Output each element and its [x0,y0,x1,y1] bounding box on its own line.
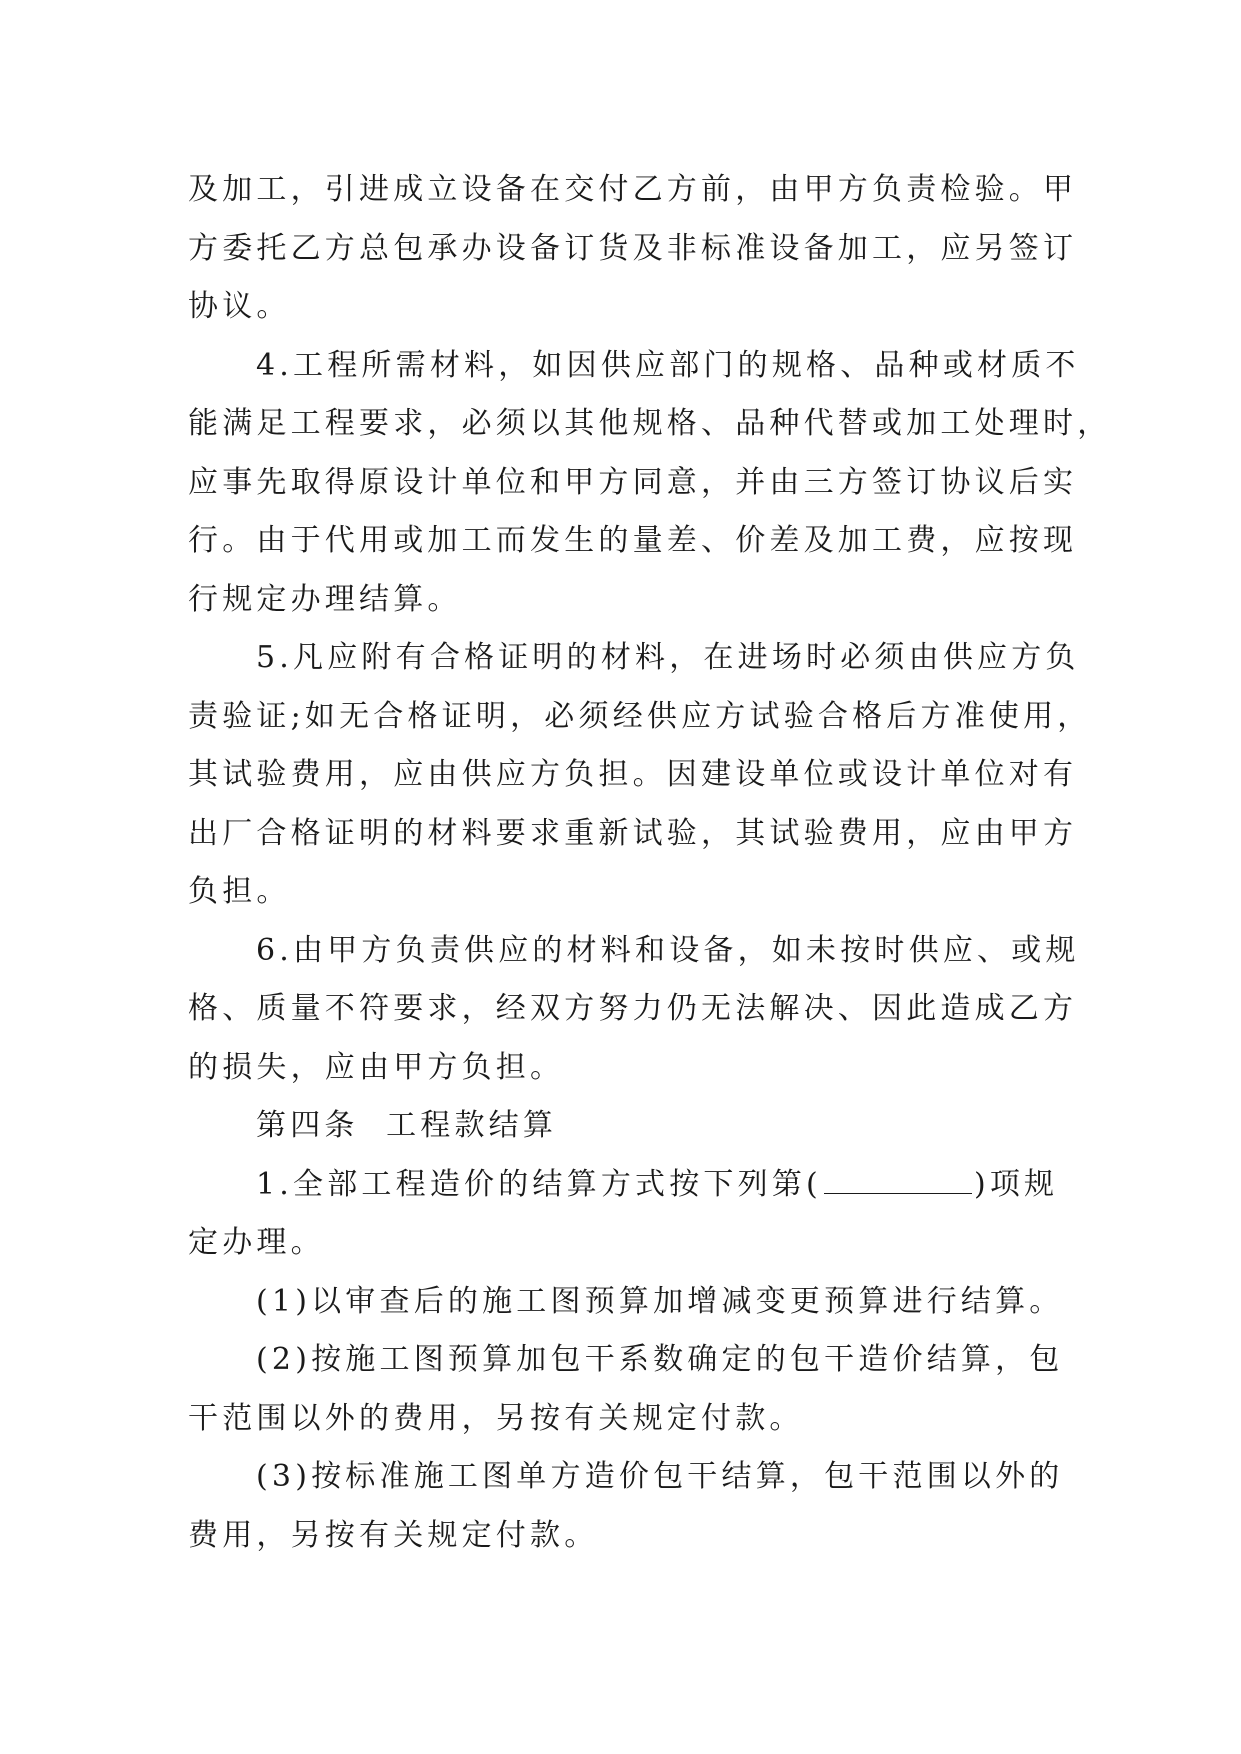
text-line: 协议。 [188,289,291,324]
text-line: (3)按标准施工图单方造价包干结算，包干范围以外的 [256,1459,1064,1494]
text-line: 格、质量不符要求，经双方努力仍无法解决、因此造成乙方 [188,991,1078,1026]
text-line: 应事先取得原设计单位和甲方同意，并由三方签订协议后实 [188,464,1078,500]
text-line: 的损失，应由甲方负担。 [188,1049,565,1085]
text-line: 负担。 [188,874,291,909]
text-line: 方委托乙方总包承办设备订货及非标准设备加工，应另签订 [188,230,1078,266]
text-line [188,1156,1070,1215]
text-line: 出厂合格证明的材料要求重新试验，其试验费用，应由甲方 [188,815,1078,851]
paragraph-option-2 [188,1331,1070,1448]
text-line: (1)以审查后的施工图预算加增减变更预算进行结算。 [256,1283,1064,1319]
document-body [188,161,1112,1565]
paragraph-item-4 [188,337,1112,630]
paragraph-item-6 [188,922,1080,1098]
paragraph-option-1 [188,1273,1070,1332]
text-line: 干范围以外的费用，另按有关规定付款。 [188,1400,804,1436]
text-line: 5.凡应附有合格证明的材料，在进场时必须由供应方负 [256,640,1080,675]
settlement-text-before-blank: 1.全部工程造价的结算方式按下列第( [256,1166,822,1202]
text-line: (2)按施工图预算加包干系数确定的包干造价结算，包 [256,1342,1064,1377]
section-heading: 第四条 工程款结算 [256,1108,558,1143]
paragraph-item-5 [188,629,1092,922]
text-line: 责验证;如无合格证明，必须经供应方试验合格后方准使用， [188,698,1092,734]
text-line: 及加工，引进成立设备在交付乙方前，由甲方负责检验。甲 [188,172,1078,207]
paragraph-settlement-method [188,1156,1070,1273]
text-line: 能满足工程要求，必须以其他规格、品种代替或加工处理时， [188,406,1112,441]
text-line: 行。由于代用或加工而发生的量差、价差及加工费，应按现 [188,523,1078,558]
text-line: 6.由甲方负责供应的材料和设备，如未按时供应、或规 [256,932,1080,968]
paragraph-option-3 [188,1448,1070,1565]
fill-in-blank[interactable] [824,1167,972,1194]
text-line: 定办理。 [188,1225,325,1260]
settlement-text-after-blank: )项规 [973,1166,1059,1202]
text-line: 4.工程所需材料，如因供应部门的规格、品种或材质不 [256,347,1080,383]
text-line: 其试验费用，应由供应方负担。因建设单位或设计单位对有 [188,757,1078,792]
article-4-heading [188,1097,1070,1156]
text-line: 费用，另按有关规定付款。 [188,1517,599,1553]
paragraph-equipment-continuation [188,161,1078,337]
text-line: 行规定办理结算。 [188,581,462,617]
